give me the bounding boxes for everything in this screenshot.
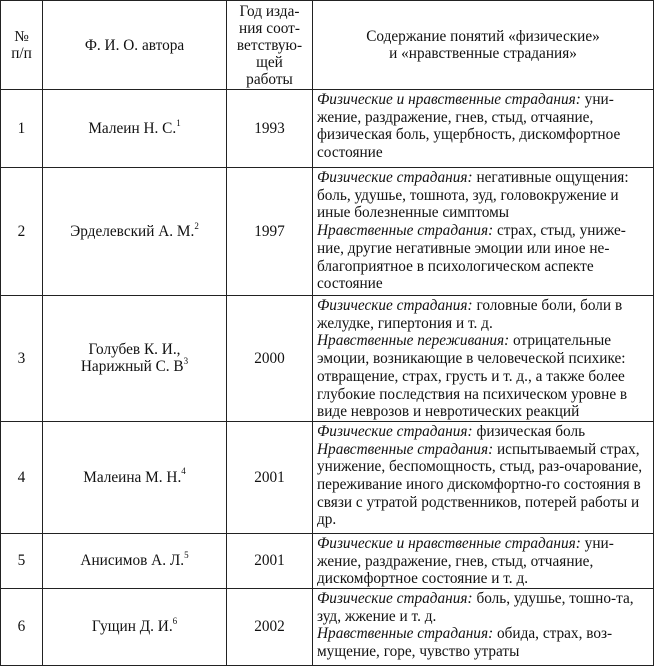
definition-block — [317, 169, 650, 222]
definition-term: Нравственные переживания: — [317, 332, 510, 350]
publication-year: 2002 — [227, 589, 313, 666]
table-row — [1, 421, 654, 533]
author-name — [43, 90, 227, 168]
definition-content — [313, 296, 654, 422]
definition-content — [313, 421, 654, 533]
table-row — [1, 296, 654, 422]
definition-content — [313, 589, 654, 666]
definition-text: негативные ощущения: боль, удушье, тошнота, зуд, головокружение и иные болезненные симптомы — [317, 169, 629, 222]
definition-term: Физические и нравственные страдания: — [317, 91, 581, 108]
definition-block — [317, 222, 650, 293]
publication-year: 1997 — [227, 168, 313, 296]
definition-text: уни-жение, раздражение, гнев, стыд, отчаяние, физическая боль, ущербность, дискомфортное состояние — [317, 91, 621, 162]
definition-term: Нравственные страдания: — [317, 440, 494, 458]
definition-text: боль, удушье, тошно-та, зуд, жжение и т. д. — [317, 590, 634, 625]
author-name — [43, 589, 227, 666]
footnote-marker[interactable]: 5 — [184, 549, 189, 560]
footnote-marker[interactable]: 4 — [181, 466, 186, 477]
table-body — [1, 90, 654, 666]
definition-text: страх, стыд, униже-ние, другие негативные эмоции или иное не-благоприятное в психологическом аспекте состояние — [317, 222, 626, 293]
definition-text: физическая боль — [472, 422, 586, 440]
definition-content — [313, 90, 654, 168]
definition-text: обида, страх, воз-мущение, горе, чувство утраты — [317, 625, 613, 661]
publication-year: 2001 — [227, 421, 313, 533]
author-name — [43, 296, 227, 422]
header-author: Ф. И. О. автора — [43, 1, 227, 90]
author-line: Малеина М. Н. — [83, 468, 182, 486]
author-line: Нарижный С. В — [80, 358, 184, 376]
row-number: 5 — [1, 533, 43, 588]
publication-year: 2000 — [227, 296, 313, 422]
definition-block — [317, 91, 650, 162]
definition-block — [317, 625, 650, 660]
definition-block — [317, 332, 650, 421]
author-name — [43, 168, 227, 296]
author-line: Голубев К. И., — [88, 340, 181, 358]
definition-block — [317, 297, 650, 332]
row-number: 6 — [1, 589, 43, 666]
table-row — [1, 589, 654, 666]
author-name — [43, 421, 227, 533]
footnote-marker[interactable]: 2 — [194, 220, 199, 231]
row-number: 2 — [1, 168, 43, 296]
footnote-marker[interactable]: 6 — [172, 616, 178, 627]
definition-text: головные боли, боли в желудке, гипертония и т. д. — [317, 297, 623, 332]
author-line: Малеин Н. С. — [88, 119, 177, 137]
definition-text: испытываемый страх, унижение, беспомощность, стыд, раз-очарование, переживание иного дискомфортно-го состояния в связи с утратой родственников, потерей работы и др. — [317, 440, 643, 529]
author-name — [43, 533, 227, 588]
publication-year: 1993 — [227, 90, 313, 168]
author-line: Анисимов А. Л. — [80, 552, 185, 570]
definition-block — [317, 441, 650, 530]
publication-year: 2001 — [227, 533, 313, 588]
table-row — [1, 168, 654, 296]
header-num: № п/п — [1, 1, 43, 90]
definition-text: уни-жение, раздражение, гнев, стыд, отчаяние, дискомфортное состояние и т. д. — [317, 534, 614, 588]
definition-term: Физические страдания: — [317, 590, 473, 608]
header-year: Год изда- ния соот- ветствую- щей работы — [227, 1, 313, 90]
definition-term: Физические страдания: — [317, 422, 473, 440]
definition-text: отрицательные эмоции, возникающие в человеческой психике: отвращение, страх, грусть и т. д., а также более глубокие последствия на психическом уровне в виде неврозов и невротических реакций — [317, 332, 628, 421]
row-number: 3 — [1, 296, 43, 422]
definition-content — [313, 533, 654, 588]
table-row — [1, 533, 654, 588]
table-header-row — [1, 1, 654, 90]
definition-block — [317, 535, 650, 588]
row-number: 4 — [1, 421, 43, 533]
author-line: Гущин Д. И. — [91, 618, 173, 636]
header-content: Содержание понятий «физические» и «нравственные страдания» — [313, 1, 654, 90]
definition-term: Нравственные страдания: — [317, 222, 494, 240]
definition-term: Физические страдания: — [317, 169, 473, 186]
definition-block — [317, 423, 650, 441]
author-line: Эрделевский А. М. — [70, 222, 195, 240]
definition-block — [317, 590, 650, 625]
definition-term: Физические страдания: — [317, 297, 473, 314]
definition-term: Нравственные страдания: — [317, 625, 494, 643]
row-number: 1 — [1, 90, 43, 168]
definition-term: Физические и нравственные страдания: — [317, 534, 581, 552]
footnote-marker[interactable]: 3 — [183, 356, 189, 367]
definition-content — [313, 168, 654, 296]
footnote-marker[interactable]: 1 — [176, 117, 181, 128]
table-row — [1, 90, 654, 168]
